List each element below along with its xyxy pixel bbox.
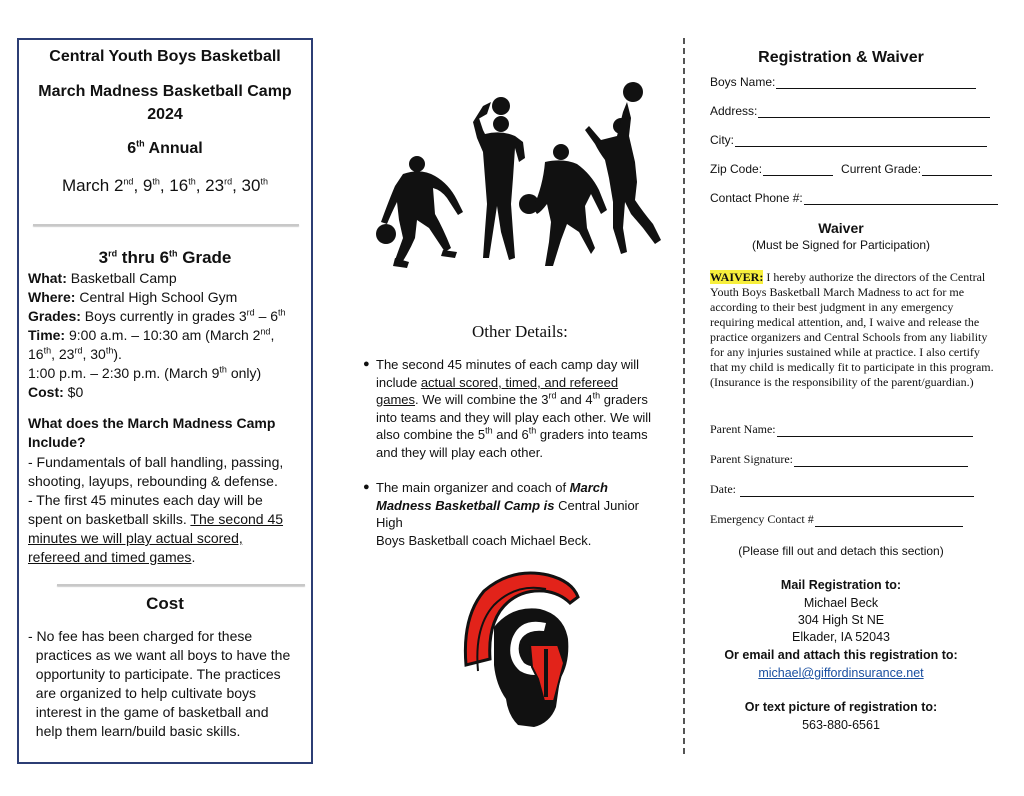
include-item-2-cont: spent on basketball skills. The second 45: [28, 511, 284, 527]
include-item-1: - Fundamentals of ball handling, passing,: [28, 454, 284, 470]
bullet1-line4: into teams and they will play each other. We will: [376, 409, 652, 425]
bullet1-line1: The second 45 minutes of each camp day will: [376, 357, 640, 372]
registration-title: Registration & Waiver: [758, 49, 924, 66]
zip-label: Zip Code:: [710, 162, 763, 176]
cost-line-4: are organized to help cultivate boys: [28, 685, 257, 701]
address-field[interactable]: [710, 104, 990, 118]
detach-line: [683, 38, 685, 754]
parent-name-label: Parent Name:: [710, 422, 776, 436]
bullet1-line5: also combine the 5th and 6th graders into teams: [376, 425, 648, 442]
divider-rule-2: [57, 584, 305, 586]
bullet1-line6: and they will play each other.: [376, 444, 543, 460]
bullet-icon: ●: [363, 481, 370, 493]
camp-year: 2024: [147, 106, 183, 123]
time-line-3: 1:00 p.m. – 2:30 p.m. (March 9th only): [28, 364, 262, 381]
camp-info-panel: [17, 38, 313, 764]
grade-range: 3rd thru 6th Grade: [98, 248, 232, 267]
camp-details: [28, 269, 308, 402]
bullet1-line3: games. We will combine the 3rd and 4th graders: [376, 390, 648, 407]
cost-line-1: - No fee has been charged for these: [28, 628, 253, 644]
bullet2-line1: The main organizer and coach of March: [376, 480, 608, 495]
cost-description: [28, 627, 303, 741]
boys-name-field[interactable]: [710, 75, 976, 89]
cost-line: Cost: $0: [28, 384, 84, 400]
parent-signature-field[interactable]: [710, 452, 968, 467]
detach-note: (Please fill out and detach this section): [738, 544, 944, 558]
cost-line-3: opportunity to participate. The practices: [28, 666, 281, 682]
emergency-contact-field[interactable]: [710, 512, 963, 527]
cost-line-2: practices as we want all boys to have the: [28, 647, 291, 663]
where-line: Where: Central High School Gym: [28, 289, 238, 305]
org-title: Central Youth Boys Basketball: [49, 48, 281, 65]
mail-name: Michael Beck: [803, 596, 879, 610]
emergency-label: Emergency Contact #: [710, 512, 814, 526]
boys-name-label: Boys Name:: [710, 75, 776, 89]
time-line-2: 16th, 23rd, 30th).: [28, 345, 122, 362]
include-list: [28, 453, 308, 567]
parent-name-field[interactable]: [710, 422, 973, 437]
include-item-2-cont3: refereed and timed games.: [28, 549, 196, 565]
parent-signature-label: Parent Signature:: [710, 452, 793, 466]
include-heading: What does the March Madness Camp Include?: [28, 415, 276, 450]
bullet2-line3: Boys Basketball coach Michael Beck.: [376, 532, 592, 548]
bullet-icon: ●: [363, 358, 370, 370]
waiver-subtitle: (Must be Signed for Participation): [751, 238, 931, 252]
email-link[interactable]: michael@giffordinsurance.net: [758, 666, 924, 680]
grades-line: Grades: Boys currently in grades 3rd – 6th: [28, 307, 286, 324]
spartan-helmet-logo-icon: [460, 567, 582, 729]
zip-code-field[interactable]: [710, 162, 992, 176]
text-heading: Or text picture of registration to:: [744, 700, 938, 714]
mail-city: Elkader, IA 52043: [792, 630, 890, 644]
address-label: Address:: [710, 104, 758, 118]
other-details-title: Other Details:: [472, 322, 568, 341]
phone-label: Contact Phone #:: [710, 191, 803, 205]
email-heading: Or email and attach this registration to:: [724, 648, 958, 662]
detail-bullet-1: [363, 356, 668, 461]
waiver-label: WAIVER:: [710, 270, 764, 284]
include-item-1-cont: shooting, layups, rebounding & defense.: [28, 473, 278, 489]
mail-street: 304 High St NE: [797, 613, 885, 627]
include-item-2: - The first 45 minutes each day will be: [28, 492, 263, 508]
waiver-title: Waiver: [818, 220, 864, 236]
bullet2-line2: Madness Basketball Camp is Central Junior High: [376, 497, 640, 530]
detail-bullet-2: [363, 479, 668, 549]
divider-rule: [33, 224, 299, 226]
time-line: Time: 9:00 a.m. – 10:30 am (March 2nd,: [28, 326, 275, 343]
what-line: What: Basketball Camp: [28, 270, 177, 286]
mail-heading: Mail Registration to:: [780, 578, 902, 592]
cost-line-5: interest in the game of basketball and: [28, 704, 269, 720]
grade-label: Current Grade:: [841, 162, 922, 176]
city-field[interactable]: [710, 133, 987, 147]
cost-heading: Cost: [146, 594, 184, 613]
bullet1-line2: include actual scored, timed, and refereed: [376, 374, 619, 390]
annual-edition: 6th Annual: [127, 138, 203, 157]
date-field[interactable]: [710, 482, 974, 497]
contact-phone-field[interactable]: [710, 191, 998, 205]
date-label: Date:: [710, 482, 736, 496]
camp-dates: March 2nd, 9th, 16th, 23rd, 30th: [62, 176, 268, 195]
cost-line-6: help them learn/build basic skills.: [28, 723, 241, 739]
city-label: City:: [710, 133, 734, 147]
include-item-2-cont2: minutes we will play actual scored,: [28, 530, 243, 546]
text-phone: 563-880-6561: [802, 718, 880, 732]
camp-title: March Madness Basketball Camp: [38, 83, 292, 100]
waiver-text: WAIVER: I hereby authorize the directors of the Central Youth Boys Basketball March Madness to act for me according to their best judgment in any emergency requiring medical attention, and, I waive and release the practice organizers and Central Schools from any liability for any injuries sustained while at practice. I also certify that my child is medically fit to participate in this program. (Insurance is the responsibility of the parent/guardian.): [710, 270, 994, 389]
basketball-players-silhouette: [373, 82, 663, 272]
